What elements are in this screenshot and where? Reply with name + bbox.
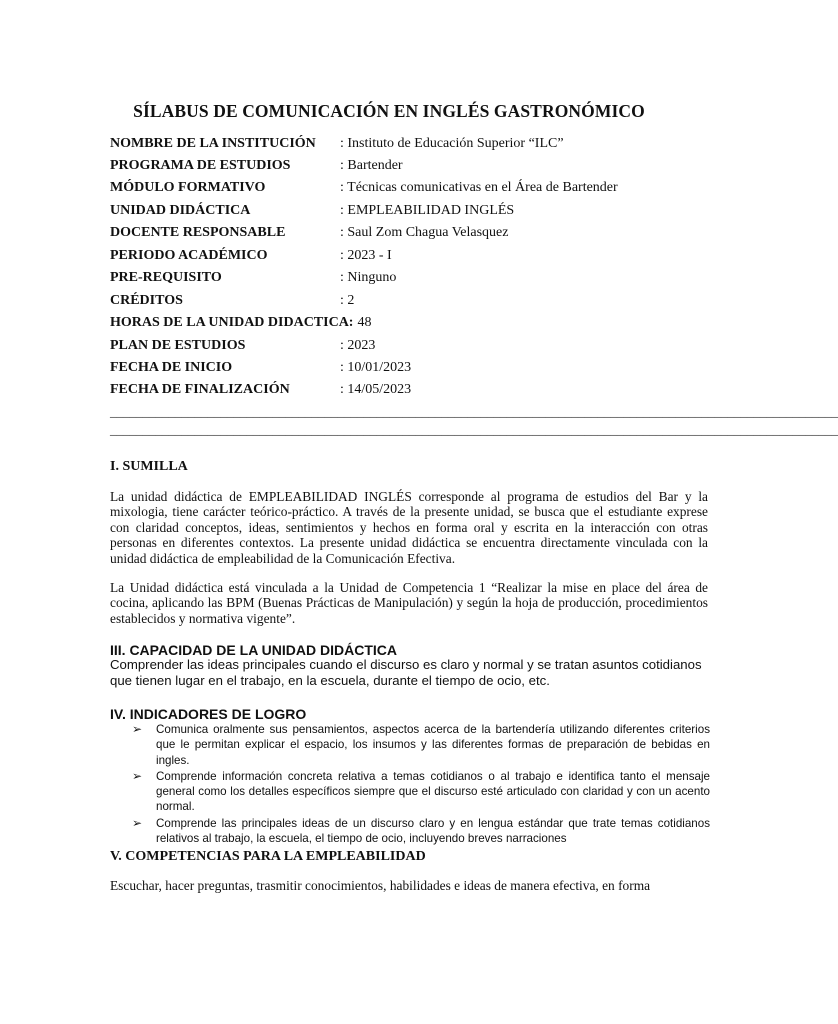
info-row-programa <box>110 156 710 176</box>
capacidad-text: Comprender las ideas principales cuando el discurso es claro y normal y se tratan asuntos cotidianos que tienen lugar en el trabajo, en la escuela, durante el tiempo de ocio, etc. <box>110 657 702 688</box>
info-label: MÓDULO FORMATIVO <box>110 180 266 195</box>
info-value: : EMPLEABILIDAD INGLÉS <box>340 203 515 218</box>
info-row-fecha-finalizacion <box>110 380 710 400</box>
info-row-prerequisito <box>110 268 710 288</box>
divider-line: ________________________________________________________________________________________________________________ <box>110 404 838 419</box>
section-heading-indicadores: IV. INDICADORES DE LOGRO <box>110 706 307 722</box>
info-value: : Saul Zom Chagua Velasquez <box>340 225 509 240</box>
info-row-horas <box>110 313 710 333</box>
sumilla-paragraph: La Unidad didáctica está vinculada a la Unidad de Competencia 1 “Realizar la mise en place del área de cocina, aplicando las BPM (Buenas Prácticas de Manipulación) y según la hoja de producción, procedimientos establecidos y normativa vigente”. <box>110 580 708 626</box>
sumilla-paragraph: La unidad didáctica de EMPLEABILIDAD INGLÉS corresponde al programa de estudios del Bar y la mixologia, tiene carácter teórico-práctico. A través de la presente unidad, se busca que el estudiante exprese con claridad conceptos, ideas, sentimientos y hechos en forma oral y escrita en la interacción con otras personas en diferentes contextos. La presente unidad didáctica se encuentra directamente vinculada con la unidad didáctica de empleabilidad de la Comunicación Efectiva. <box>110 489 708 566</box>
info-row-periodo <box>110 246 710 266</box>
list-item <box>110 722 710 768</box>
info-label: CRÉDITOS <box>110 293 183 308</box>
info-label: DOCENTE RESPONSABLE <box>110 225 286 240</box>
info-label: NOMBRE DE LA INSTITUCIÓN <box>110 136 316 151</box>
section-heading-capacidad: III. CAPACIDAD DE LA UNIDAD DIDÁCTICA <box>110 642 397 658</box>
indicador-text: Comprende las principales ideas de un discurso claro y en lengua estándar que trate temas cotidianos relativos al trabajo, la escuela, el tiempo de ocio, incluyendo breves narraciones <box>156 816 710 846</box>
info-row-fecha-inicio <box>110 358 710 378</box>
competencias-text: Escuchar, hacer preguntas, trasmitir conocimientos, habilidades e ideas de manera efectiva, en forma <box>110 878 651 893</box>
info-value: 48 <box>357 315 372 330</box>
arrow-bullet-icon: ➢ <box>132 815 143 830</box>
info-label: FECHA DE FINALIZACIÓN <box>110 382 290 397</box>
info-value: : 2 <box>340 293 355 308</box>
info-row-plan <box>110 336 710 356</box>
section-heading-sumilla: I. SUMILLA <box>110 459 188 474</box>
divider-line: ________________________________________________________________________________________________________________ <box>110 422 838 437</box>
info-value: : Instituto de Educación Superior “ILC” <box>340 136 564 151</box>
indicador-text: Comprende información concreta relativa a temas cotidianos o al trabajo e identifica tanto el mensaje general como los detalles específicos siempre que el discurso esté articulado con claridad y con un acento normal. <box>156 769 710 814</box>
list-item <box>110 816 710 847</box>
info-row-institucion <box>110 134 710 154</box>
info-value: : 14/05/2023 <box>340 382 412 397</box>
info-value: : Técnicas comunicativas en el Área de Bartender <box>340 180 618 195</box>
info-value: : 2023 - I <box>340 248 392 263</box>
section-heading-competencias: V. COMPETENCIAS PARA LA EMPLEABILIDAD <box>110 849 426 864</box>
info-value: : Bartender <box>340 158 403 173</box>
info-value: : Ninguno <box>340 270 397 285</box>
info-value: : 2023 <box>340 338 376 353</box>
indicador-text: Comunica oralmente sus pensamientos, aspectos acerca de la bartendería utilizando diferentes criterios que le permitan explicar el espacio, los insumos y las diferentes formas de preparación de bebidas en ingles. <box>156 723 710 767</box>
info-label: FECHA DE INICIO <box>110 360 233 375</box>
indicadores-list <box>110 722 710 847</box>
arrow-bullet-icon: ➢ <box>132 768 143 783</box>
info-label: UNIDAD DIDÁCTICA <box>110 203 251 218</box>
info-row-docente <box>110 223 710 243</box>
list-item <box>110 769 710 815</box>
info-label: HORAS DE LA UNIDAD DIDACTICA: <box>110 315 354 330</box>
info-label: PROGRAMA DE ESTUDIOS <box>110 158 291 173</box>
info-row-modulo <box>110 178 710 198</box>
document-title: SÍLABUS DE COMUNICACIÓN EN INGLÉS GASTRONÓMICO <box>133 101 645 121</box>
info-label: PERIODO ACADÉMICO <box>110 248 268 263</box>
info-row-unidad <box>110 201 710 221</box>
info-label: PLAN DE ESTUDIOS <box>110 338 246 353</box>
info-row-creditos <box>110 291 710 311</box>
info-value: : 10/01/2023 <box>340 360 412 375</box>
info-label: PRE-REQUISITO <box>110 270 222 285</box>
arrow-bullet-icon: ➢ <box>132 722 143 736</box>
